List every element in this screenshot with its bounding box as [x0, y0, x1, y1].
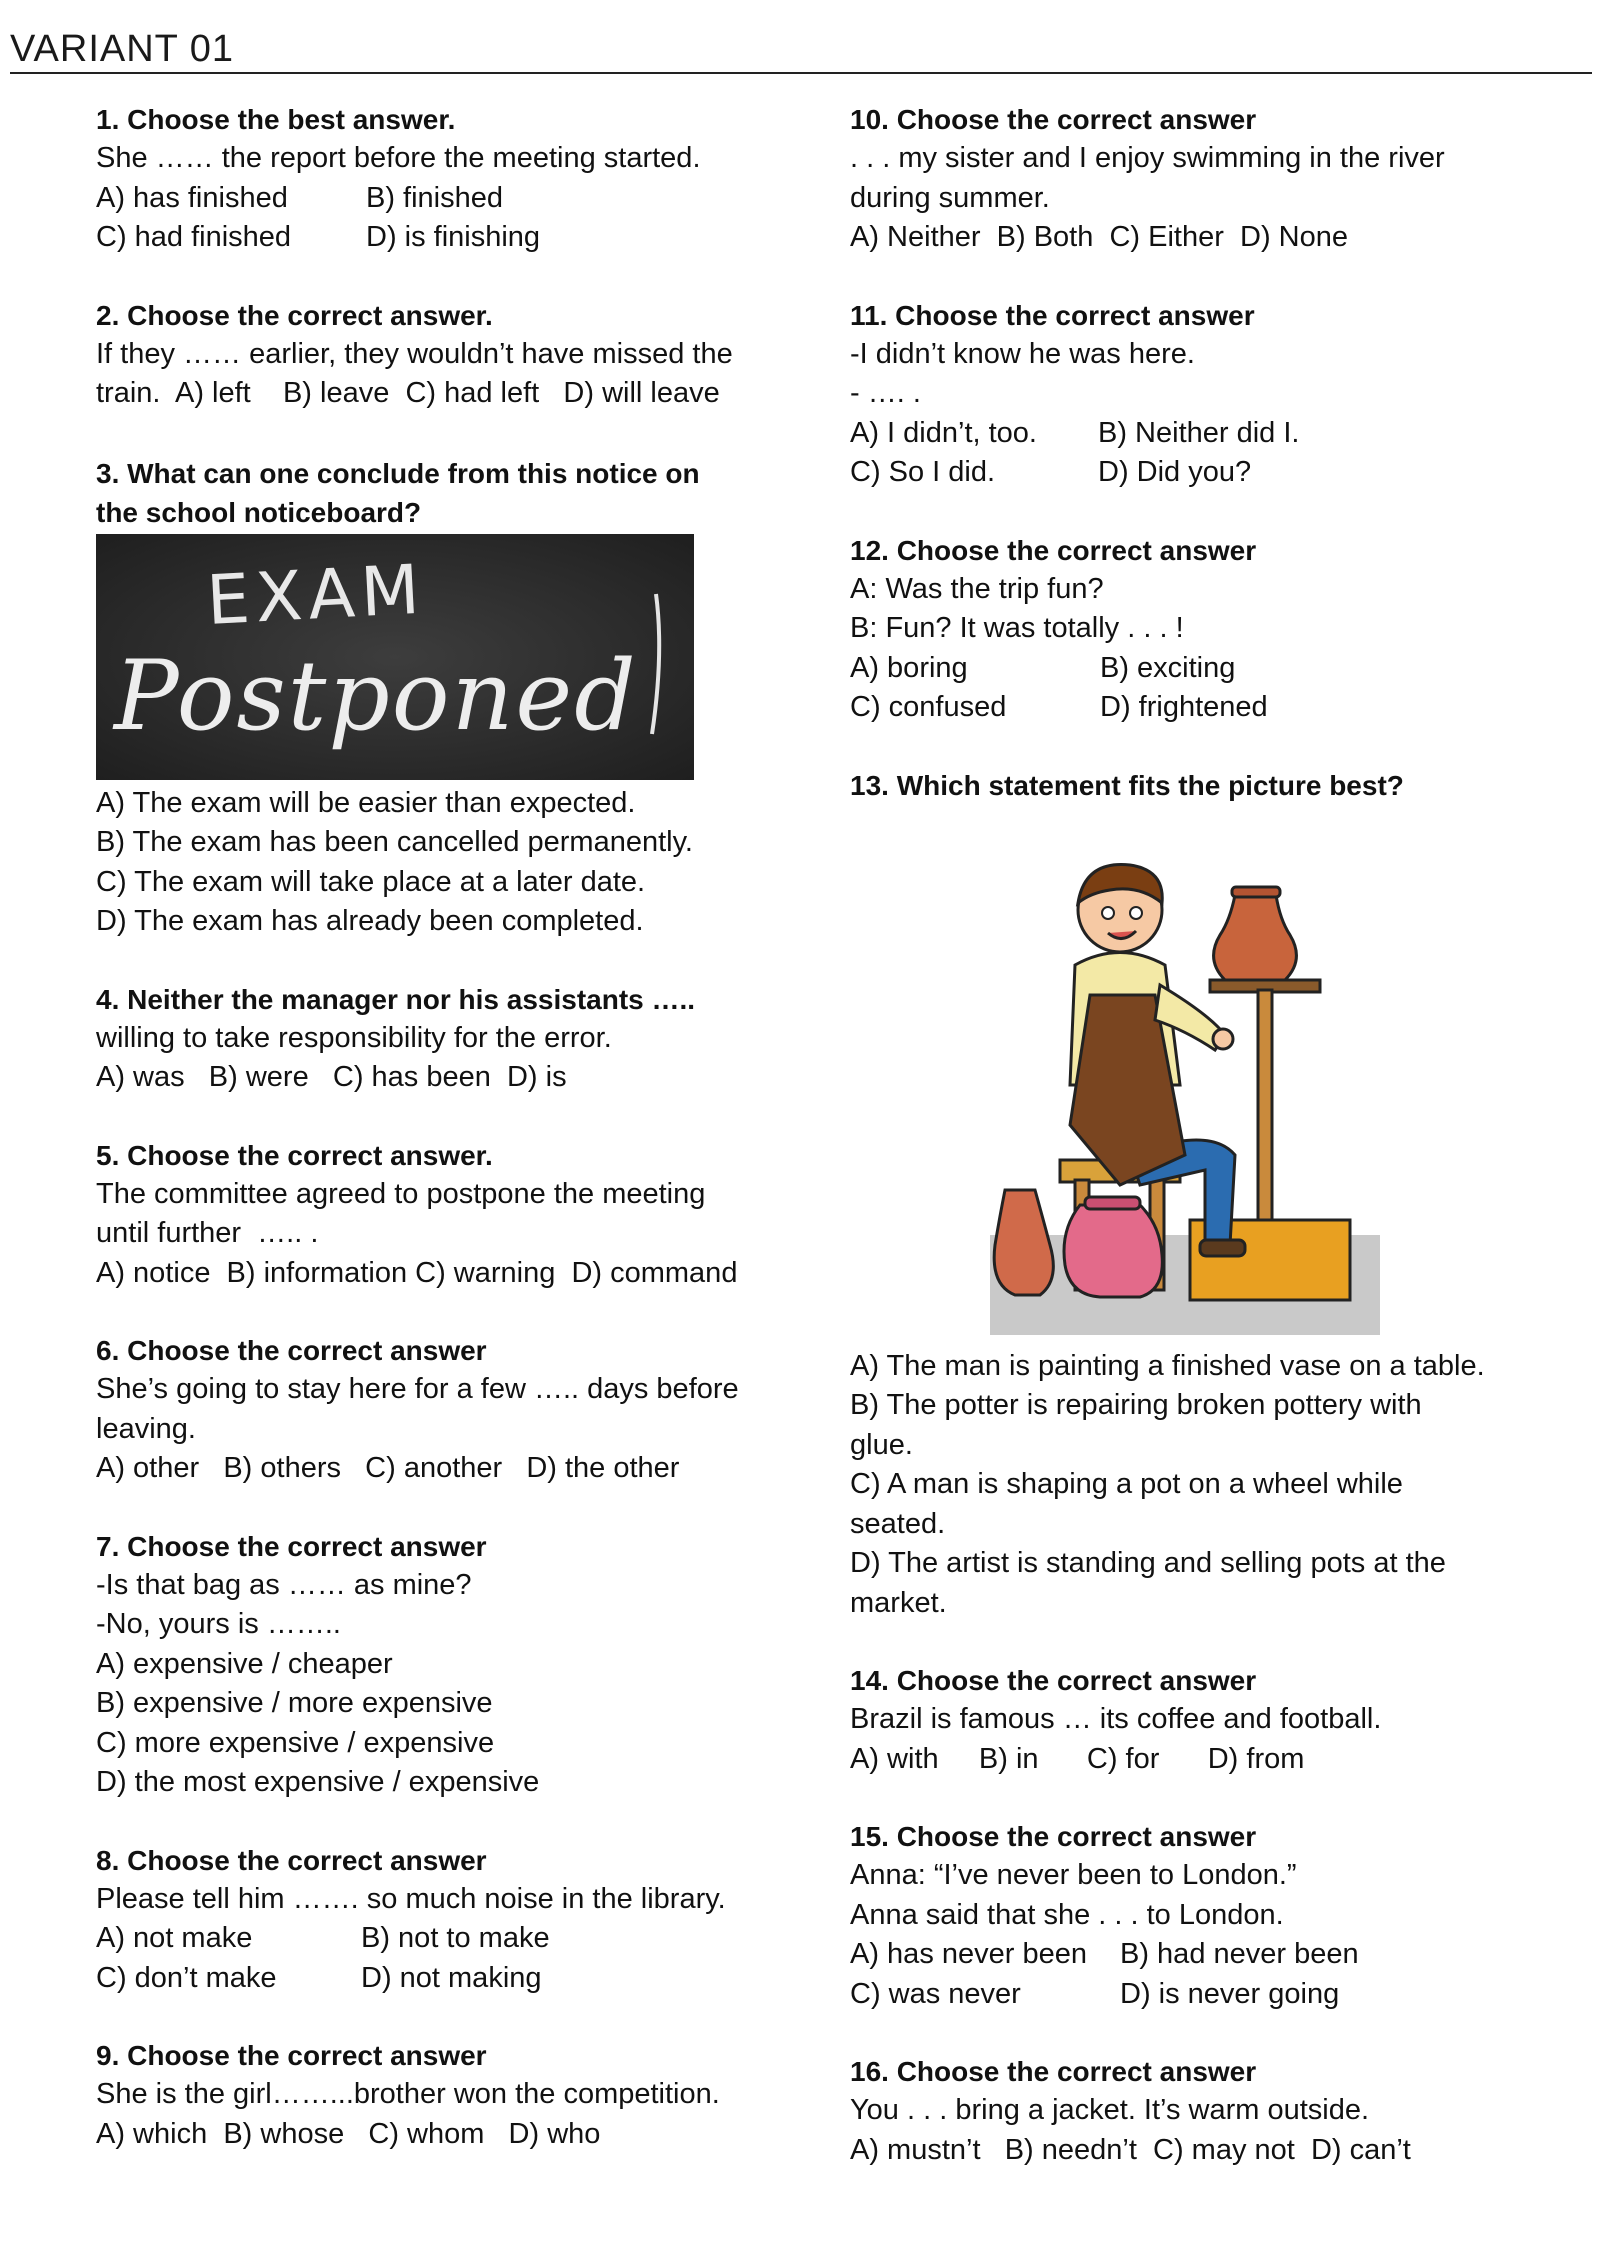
option-c: C) So I did.	[850, 456, 996, 488]
option-c: C) don’t make	[96, 1961, 277, 1994]
option-c: C) The exam will take place at a later date.	[96, 865, 646, 898]
option-d: D) Did you?	[1098, 456, 1252, 488]
option-b: B) Neither did I.	[1098, 416, 1300, 449]
question-2	[96, 296, 796, 414]
question-6	[96, 1331, 796, 1489]
option-b: B) The potter is repairing broken pottery with	[850, 1389, 1422, 1421]
question-options: A) other B) others C) another D) the other	[96, 1452, 680, 1484]
question-3	[96, 454, 796, 942]
option-d: D) is finishing	[366, 221, 541, 253]
question-title: 11. Choose the correct answer	[850, 299, 1255, 331]
question-15	[850, 1817, 1550, 2014]
question-text: A: Was the trip fun?	[850, 572, 1104, 605]
question-title: 3. What can one conclude from this notice on	[96, 457, 700, 489]
question-text: If they …… earlier, they wouldn’t have missed the	[96, 337, 733, 370]
question-title: 8. Choose the correct answer	[96, 1844, 487, 1876]
question-text: She’s going to stay here for a few ….. days before	[96, 1373, 739, 1405]
question-text: You . . . bring a jacket. It’s warm outside.	[850, 2094, 1370, 2126]
option-a: A) The exam will be easier than expected.	[96, 786, 636, 819]
potter-illustration	[980, 825, 1380, 1337]
option-c: C) was never	[850, 1977, 1021, 2010]
option-d: D) frightened	[1100, 691, 1268, 723]
image-word-postponed: Postponed	[114, 639, 638, 752]
option-b: B) The exam has been cancelled permanently.	[96, 826, 693, 858]
question-text: willing to take responsibility for the error.	[96, 1021, 612, 1054]
option-c: C) had finished	[96, 221, 292, 253]
question-options: A) mustn’t B) needn’t C) may not D) can’t	[850, 2133, 1411, 2166]
question-options: A) with B) in C) for D) from	[850, 1742, 1305, 1775]
question-title: 5. Choose the correct answer.	[96, 1139, 493, 1171]
question-title: 4. Neither the manager nor his assistants …..	[96, 983, 696, 1015]
question-12	[850, 531, 1550, 728]
option-d: D) The exam has already been completed.	[96, 905, 644, 937]
options-grid	[96, 1919, 796, 1998]
option-a: A) boring	[850, 651, 968, 684]
question-title: 1. Choose the best answer.	[96, 104, 456, 135]
question-text: She …… the report before the meeting started.	[96, 142, 701, 174]
question-8	[96, 1841, 796, 1999]
question-text-cont: until further ….. .	[96, 1217, 319, 1249]
left-column	[96, 100, 796, 2192]
question-options: train. A) left B) leave C) had left D) will leave	[96, 377, 720, 409]
option-d: D) The artist is standing and selling pots at the	[850, 1547, 1446, 1579]
question-options: A) which B) whose C) whom D) who	[96, 2117, 601, 2150]
question-options: A) notice B) information C) warning D) command	[96, 1256, 738, 1289]
question-13	[850, 766, 1550, 1624]
option-a: A) I didn’t, too.	[850, 416, 1037, 449]
option-c: C) more expensive / expensive	[96, 1726, 495, 1759]
options-grid	[850, 649, 1550, 728]
question-text: Brazil is famous … its coffee and football.	[850, 1703, 1382, 1735]
question-options: A) Neither B) Both C) Either D) None	[850, 221, 1348, 253]
option-a: A) has never been	[850, 1938, 1087, 1970]
question-text: Please tell him ……. so much noise in the library.	[96, 1882, 726, 1915]
question-text-cont: during summer.	[850, 181, 1050, 214]
question-text: . . . my sister and I enjoy swimming in the river	[850, 142, 1445, 174]
question-text-cont: Anna said that she . . . to London.	[850, 1898, 1284, 1931]
question-text: Anna: “I’ve never been to London.”	[850, 1859, 1297, 1891]
right-column	[850, 100, 1550, 2208]
option-d: D) the most expensive / expensive	[96, 1766, 540, 1798]
question-1	[96, 100, 796, 258]
question-4	[96, 980, 796, 1098]
exam-postponed-image	[96, 534, 694, 780]
question-options: A) was B) were C) has been D) is	[96, 1061, 567, 1093]
question-title: 6. Choose the correct answer	[96, 1335, 487, 1366]
option-c-cont: seated.	[850, 1507, 946, 1540]
question-text-cont: leaving.	[96, 1412, 196, 1445]
question-9	[96, 2036, 796, 2154]
option-b: B) expensive / more expensive	[96, 1687, 493, 1719]
question-14	[850, 1661, 1550, 1779]
question-title: 14. Choose the correct answer	[850, 1665, 1257, 1696]
question-text: -Is that bag as …… as mine?	[96, 1568, 472, 1601]
image-word-exam: EXAM	[204, 550, 428, 641]
option-d: D) is never going	[1120, 1977, 1340, 2010]
option-b: B) not to make	[361, 1922, 550, 1954]
question-title: 10. Choose the correct answer	[850, 104, 1257, 135]
question-text-cont: -No, yours is ……..	[96, 1608, 341, 1640]
option-b: B) finished	[366, 181, 504, 214]
variant-title: VARIANT 01	[10, 28, 235, 70]
question-title: 12. Choose the correct answer	[850, 534, 1257, 566]
question-text: She is the girl……...brother won the competition.	[96, 2078, 720, 2110]
option-a: A) not make	[96, 1922, 253, 1954]
question-title: 2. Choose the correct answer.	[96, 299, 493, 331]
options-grid	[850, 414, 1550, 493]
question-11	[850, 296, 1550, 493]
question-title: 15. Choose the correct answer	[850, 1821, 1257, 1852]
option-c: C) A man is shaping a pot on a wheel while	[850, 1468, 1403, 1500]
question-title: 9. Choose the correct answer	[96, 2040, 487, 2071]
question-text-cont: - …. .	[850, 377, 921, 409]
question-16	[850, 2052, 1550, 2170]
question-title: 16. Choose the correct answer	[850, 2056, 1257, 2087]
question-title-cont: the school noticeboard?	[96, 496, 422, 528]
options-grid	[850, 1935, 1550, 2014]
option-b-cont: glue.	[850, 1428, 913, 1461]
question-10	[850, 100, 1550, 258]
question-7	[96, 1527, 796, 1803]
option-c: C) confused	[850, 691, 1007, 723]
option-a: A) expensive / cheaper	[96, 1647, 393, 1680]
option-d: D) not making	[361, 1961, 542, 1994]
options-grid	[96, 179, 796, 258]
question-5	[96, 1136, 796, 1294]
page-header	[10, 24, 1592, 74]
option-d-cont: market.	[850, 1586, 947, 1619]
option-a: A) has finished	[96, 181, 288, 214]
option-b: B) exciting	[1100, 651, 1236, 684]
question-title: 13. Which statement fits the picture best?	[850, 769, 1404, 801]
option-b: B) had never been	[1120, 1938, 1359, 1970]
question-text: -I didn’t know he was here.	[850, 337, 1195, 370]
question-text: The committee agreed to postpone the meeting	[96, 1177, 706, 1210]
question-text-cont: B: Fun? It was totally . . . !	[850, 612, 1184, 644]
question-title: 7. Choose the correct answer	[96, 1530, 487, 1562]
option-a: A) The man is painting a finished vase on a table.	[850, 1349, 1485, 1382]
